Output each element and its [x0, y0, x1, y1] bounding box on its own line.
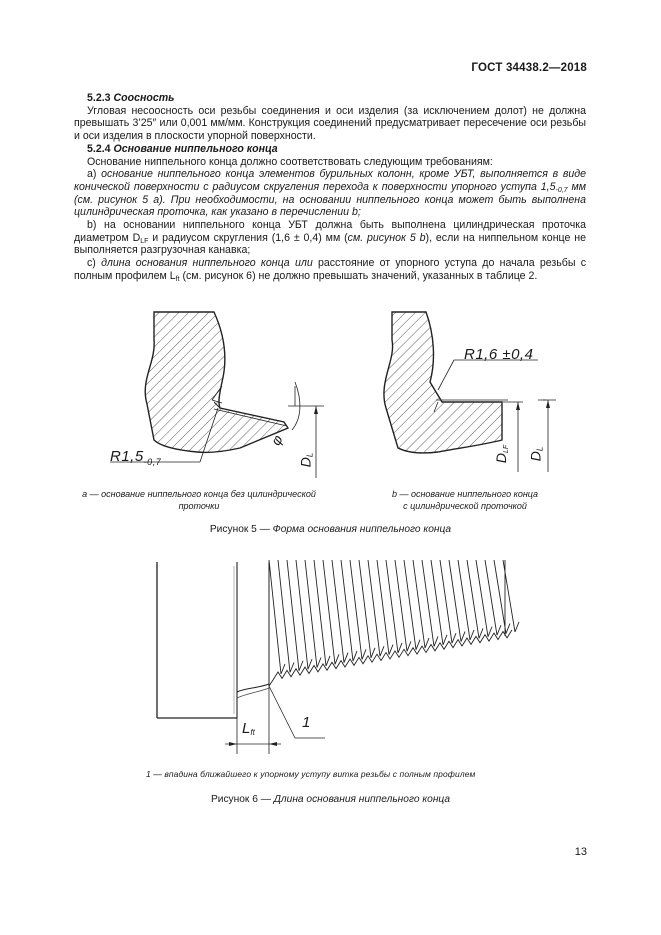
- section-5-2-3-paragraph: Угловая несоосность оси резьбы соединения и оси изделия (за исключением долот) не должна превышать 3’25″ или 0,001 мм/мм. Конструкция соединений предусматривает пересечение оси резьбы и оси изделия в плоскости упорной поверхности.: [74, 104, 586, 143]
- figure-5a-caption: a — основание ниппельного конца без цилиндрической проточки: [82, 489, 316, 511]
- body-text: [74, 92, 586, 283]
- nipple-body-section-a: [145, 312, 288, 452]
- angle-label: φ: [267, 432, 286, 448]
- figure-6-drawing: [145, 556, 525, 756]
- dim-label-dlf: $D_{LF}$: [493, 444, 511, 464]
- figure-5b-caption: b — основание ниппельного конца с цилиндрической проточкой: [391, 489, 539, 511]
- section-5-2-4-heading: 5.2.4 Основание ниппельного конца: [87, 142, 278, 155]
- figure-6-caption: Рисунок 6 — Длина основания ниппельного конца: [210, 794, 451, 805]
- list-item-b: b) на основании ниппельного конца УБТ должна быть выполнена цилиндрическая проточка диаметром $D_{LF}$ и радиусом скругления (1,6 ± 0,4) мм (см. рисунок 5 b), если на ниппельном конце не выполняется разгрузочная канавка;: [74, 219, 587, 257]
- nipple-body-section-b: [384, 312, 502, 453]
- section-5-2-4-intro: Основание ниппельного конца должно соответствовать следующим требованиям:: [87, 155, 493, 168]
- list-item-c: c) длина основания ниппельного конца или расстояние от упорного уступа до начала резьбы с полным профилем $L_{ft}$ (см. рисунок 6) не должно превышать значений, указанных в таблице 2.: [74, 257, 586, 283]
- section-5-2-3-heading: 5.2.3 Соосность: [87, 92, 175, 104]
- radius-label-b: R1,6 ±0,4: [464, 346, 534, 363]
- page-number: 13: [574, 846, 587, 858]
- dim-label-lft: $L_{ft}$: [242, 720, 255, 737]
- dim-label-dl-b: $D_L$: [527, 446, 545, 462]
- list-item-a: a) основание ниппельного конца элементов бурильных колонн, кроме УБТ, выполняется в виде конической поверхности с радиусом скругления перехода к поверхности упорного уступа $1,5_{-0,7}$ мм (см. рисунок 5 a). При необходимости, на основании ниппельного конца может быть выполнена цилиндрическая проточка, как указано в перечислении b;: [74, 168, 586, 219]
- figure-5-caption: Рисунок 5 — Форма основания ниппельного конца: [209, 524, 452, 535]
- figure-6-note: 1 — впадина ближайшего к упорному уступу витка резьбы с полным профилем: [146, 769, 476, 779]
- thread-profile: [269, 560, 519, 686]
- dim-label-dl: $D_L$: [297, 452, 315, 468]
- standard-code: ГОСТ 34438.2—2018: [471, 62, 587, 74]
- radius-label-a: $R1,5_{-0,7}$: [110, 448, 162, 467]
- callout-1: 1: [302, 714, 311, 731]
